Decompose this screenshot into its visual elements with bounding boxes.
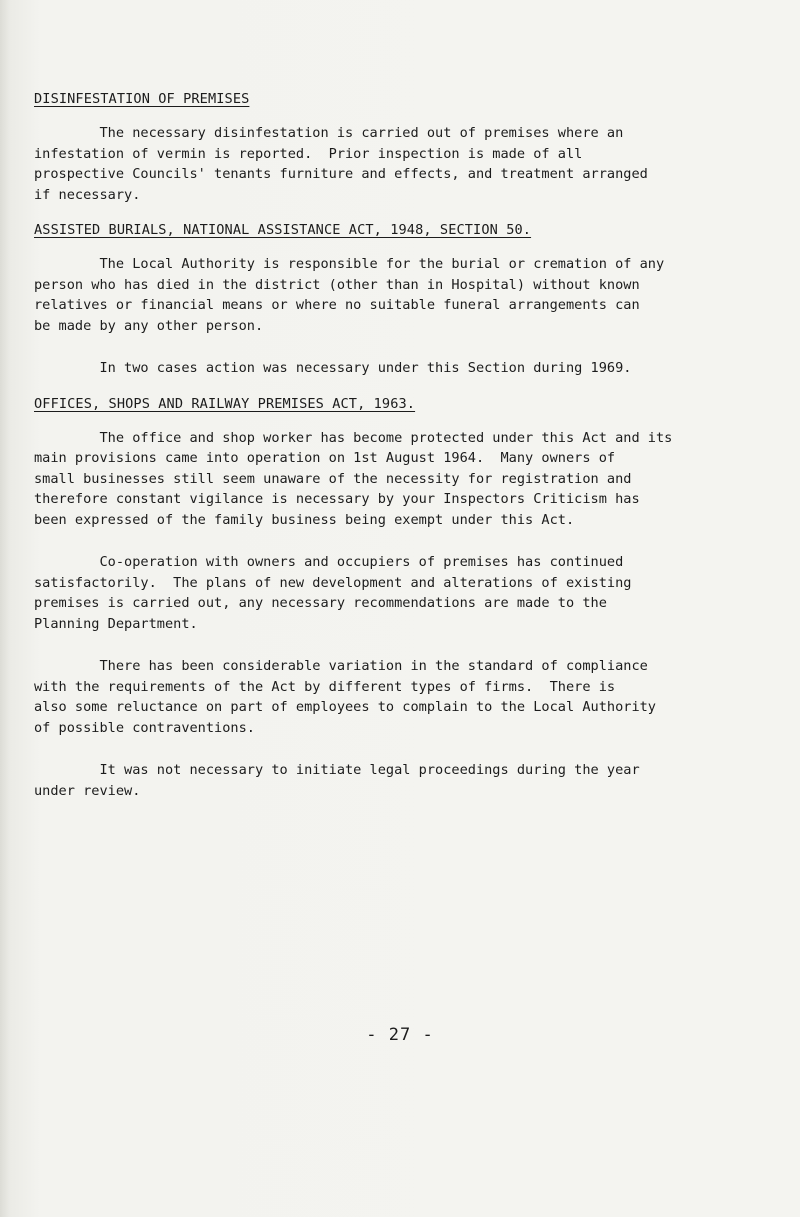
paragraph-disinfestation: The necessary disinfestation is carried out of premises where an infestation of vermin is reported. Prior inspection is made of all prospective Councils' tenants furniture and effects, and treatment arranged if necessary. (34, 125, 648, 203)
section-heading-offices-shops: OFFICES, SHOPS AND RAILWAY PREMISES ACT, 1963. (34, 395, 416, 412)
section-heading-disinfestation: DISINFESTATION OF PREMISES (34, 91, 250, 107)
paragraph-offices-proceedings: It was not necessary to initiate legal proceedings during the year under review. (34, 762, 640, 799)
paragraph-burials-responsibility: The Local Authority is responsible for the burial or cremation of any person who has died in the district (other than in Hospital) without known relatives or financial means or where no suitable funeral arrangements can be made by any other person. (34, 256, 665, 334)
paragraph-offices-protection: The office and shop worker has become protected under this Act and its main provisions came into operation on 1st August 1964. Many owners of small businesses still seem unaware of the necessity for registration and therefore constant vigilance is necessary by your Inspectors Criticism has been expressed of the family business being exempt under this Act. (34, 429, 673, 528)
page-number: - 27 - (366, 1025, 434, 1045)
document-body (34, 91, 774, 801)
paragraph-burials-cases: In two cases action was necessary under this Section during 1969. (34, 360, 632, 376)
paragraph-offices-compliance: There has been considerable variation in the standard of compliance with the requirements of the Act by different types of firms. There is also some reluctance on part of employees to complain to the Local Authority of possible contraventions. (34, 658, 656, 736)
section-heading-assisted-burials: ASSISTED BURIALS, NATIONAL ASSISTANCE ACT, 1948, SECTION 50. (34, 222, 532, 238)
paragraph-offices-cooperation: Co-operation with owners and occupiers of premises has continued satisfactorily. The plans of new development and alterations of existing premises is carried out, any necessary recommendations are made to the Planning Department. (34, 554, 632, 632)
